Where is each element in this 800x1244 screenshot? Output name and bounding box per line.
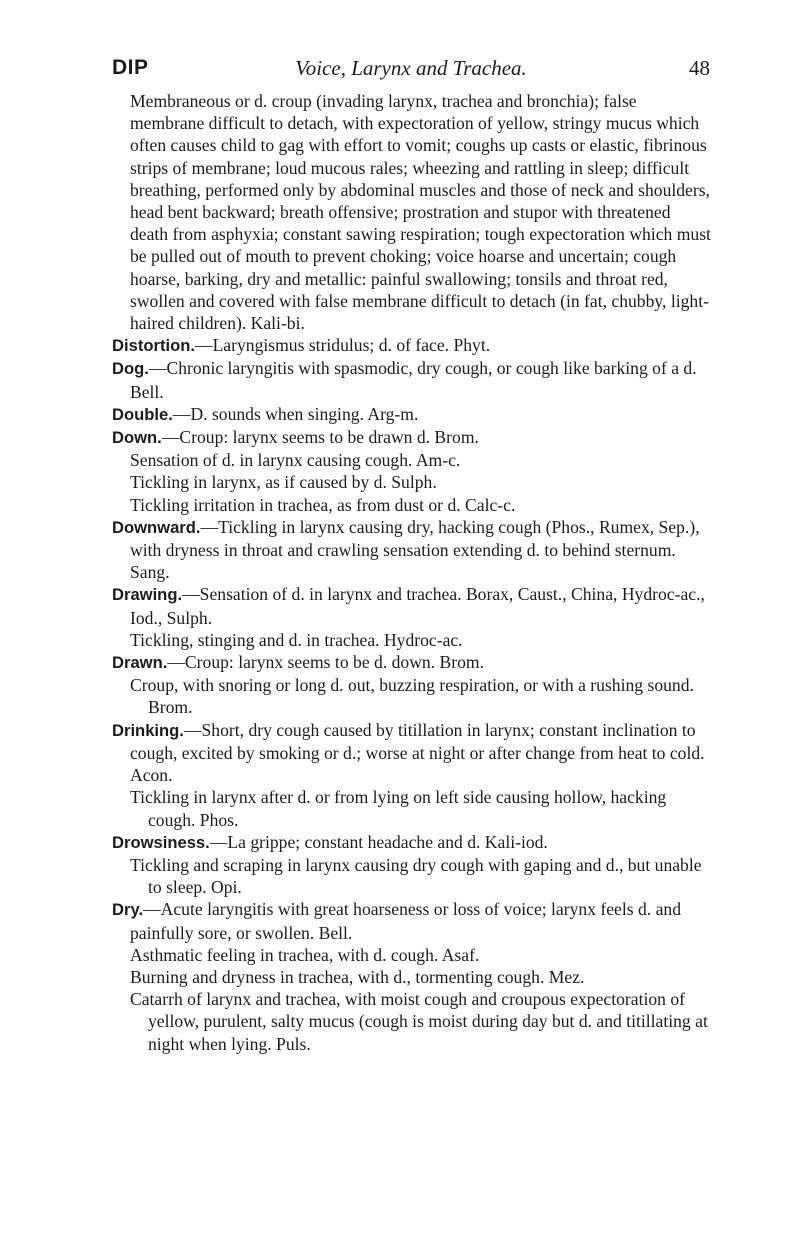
entry-term: Dog. bbox=[112, 359, 149, 379]
entry-text: —Acute laryngitis with great hoarseness or loss of voice; larynx feels d. and painfully sore, or swollen. Bell. bbox=[130, 899, 681, 943]
entry-term: Double. bbox=[112, 404, 173, 424]
entry-subitem: Sensation of d. in larynx causing cough. Am-c. bbox=[130, 450, 461, 471]
entry-subitem: Tickling and scraping in larynx causing dry cough with gaping and d., but unable to sleep. Opi. bbox=[130, 854, 702, 898]
entry bbox=[112, 516, 712, 584]
entry bbox=[112, 357, 712, 402]
entry-text: —Croup: larynx seems to be drawn d. Brom. bbox=[161, 427, 479, 448]
entry-text: —La grippe; constant headache and d. Kali-iod. bbox=[209, 831, 548, 852]
entry-subitem: Tickling, stinging and d. in trachea. Hydroc-ac. bbox=[130, 629, 463, 650]
entry bbox=[112, 583, 712, 628]
continued-entry-text: Membraneous or d. croup (invading larynx, trachea and bronchia); false membrane difficult to detach, with expectoration of yellow, stringy mucus which often causes child to gag with effort to vomit; coughs up casts or elastic, fibrinous strips of membrane; loud mucous rales; wheezing and rattling in sleep; difficult breathing, performed only by abdominal muscles and those of neck and shoulders, head bent backward; breath offensive; prostration and stupor with threatened death from asphyxia; constant sawing respiration; tough expectoration which must be pulled out of mouth to prevent choking; voice hoarse and uncertain; cough hoarse, barking, dry and metallic: painful swallowing; tonsils and throat red, swollen and covered with false membrane difficult to detach (in fat, chubby, light-haired children). Kali-bi. bbox=[130, 91, 711, 334]
entry-text: —Sensation of d. in larynx and trachea. Borax, Caust., China, Hydroc-ac., Iod., Sulph. bbox=[130, 584, 705, 628]
entry bbox=[112, 334, 712, 357]
page-body bbox=[112, 90, 712, 1055]
entry-text: —Short, dry cough caused by titillation in larynx; constant inclination to cough, excited by smoking or d.; worse at night or after change from heat to cold. Acon. bbox=[130, 719, 705, 786]
entry-subitem: Catarrh of larynx and trachea, with moist cough and croupous expectoration of yellow, purulent, salty mucus (cough is moist during day but d. and titillating at night when lying. Puls. bbox=[130, 989, 708, 1054]
page-number: 48 bbox=[689, 56, 710, 80]
entry bbox=[112, 831, 712, 854]
header-section: DIP bbox=[112, 56, 149, 79]
entry-text: —Tickling in larynx causing dry, hacking cough (Phos., Rumex, Sep.), with dryness in throat and crawling sensation extending d. to behind sternum. Sang. bbox=[130, 516, 700, 583]
entry-term: Downward. bbox=[112, 517, 201, 537]
entry-text: —Chronic laryngitis with spasmodic, dry cough, or cough like barking of a d. Bell. bbox=[130, 358, 697, 402]
entry-subitem: Burning and dryness in trachea, with d., tormenting cough. Mez. bbox=[130, 966, 585, 987]
entry bbox=[112, 651, 712, 674]
entry-text: —D. sounds when singing. Arg-m. bbox=[172, 403, 419, 424]
entry-list bbox=[112, 334, 712, 1055]
entry bbox=[112, 403, 712, 426]
entry-term: Dry. bbox=[112, 900, 144, 920]
entry-subitem: Tickling irritation in trachea, as from dust or d. Calc-c. bbox=[130, 494, 516, 515]
running-header bbox=[112, 56, 710, 86]
entry-text: —Laryngismus stridulus; d. of face. Phyt. bbox=[194, 335, 491, 356]
entry bbox=[112, 426, 712, 449]
entry-term: Drowsiness. bbox=[112, 832, 210, 852]
entry-term: Distortion. bbox=[112, 336, 195, 356]
entry-subitem: Asthmatic feeling in trachea, with d. cough. Asaf. bbox=[130, 944, 480, 965]
header-title: Voice, Larynx and Trachea. bbox=[295, 56, 527, 80]
entry-subitem: Croup, with snoring or long d. out, buzzing respiration, or with a rushing sound. Brom. bbox=[130, 675, 694, 718]
entry-subitem: Tickling in larynx after d. or from lying on left side causing hollow, hacking cough. Phos. bbox=[130, 787, 667, 830]
entry-term: Drawing. bbox=[112, 585, 183, 605]
entry-subitem: Tickling in larynx, as if caused by d. Sulph. bbox=[130, 472, 437, 493]
entry-term: Drawn. bbox=[112, 653, 168, 673]
entry bbox=[112, 898, 712, 943]
entry bbox=[112, 719, 712, 787]
entry-term: Drinking. bbox=[112, 720, 184, 740]
entry-term: Down. bbox=[112, 428, 162, 448]
entry-text: —Croup: larynx seems to be d. down. Brom. bbox=[167, 652, 484, 673]
